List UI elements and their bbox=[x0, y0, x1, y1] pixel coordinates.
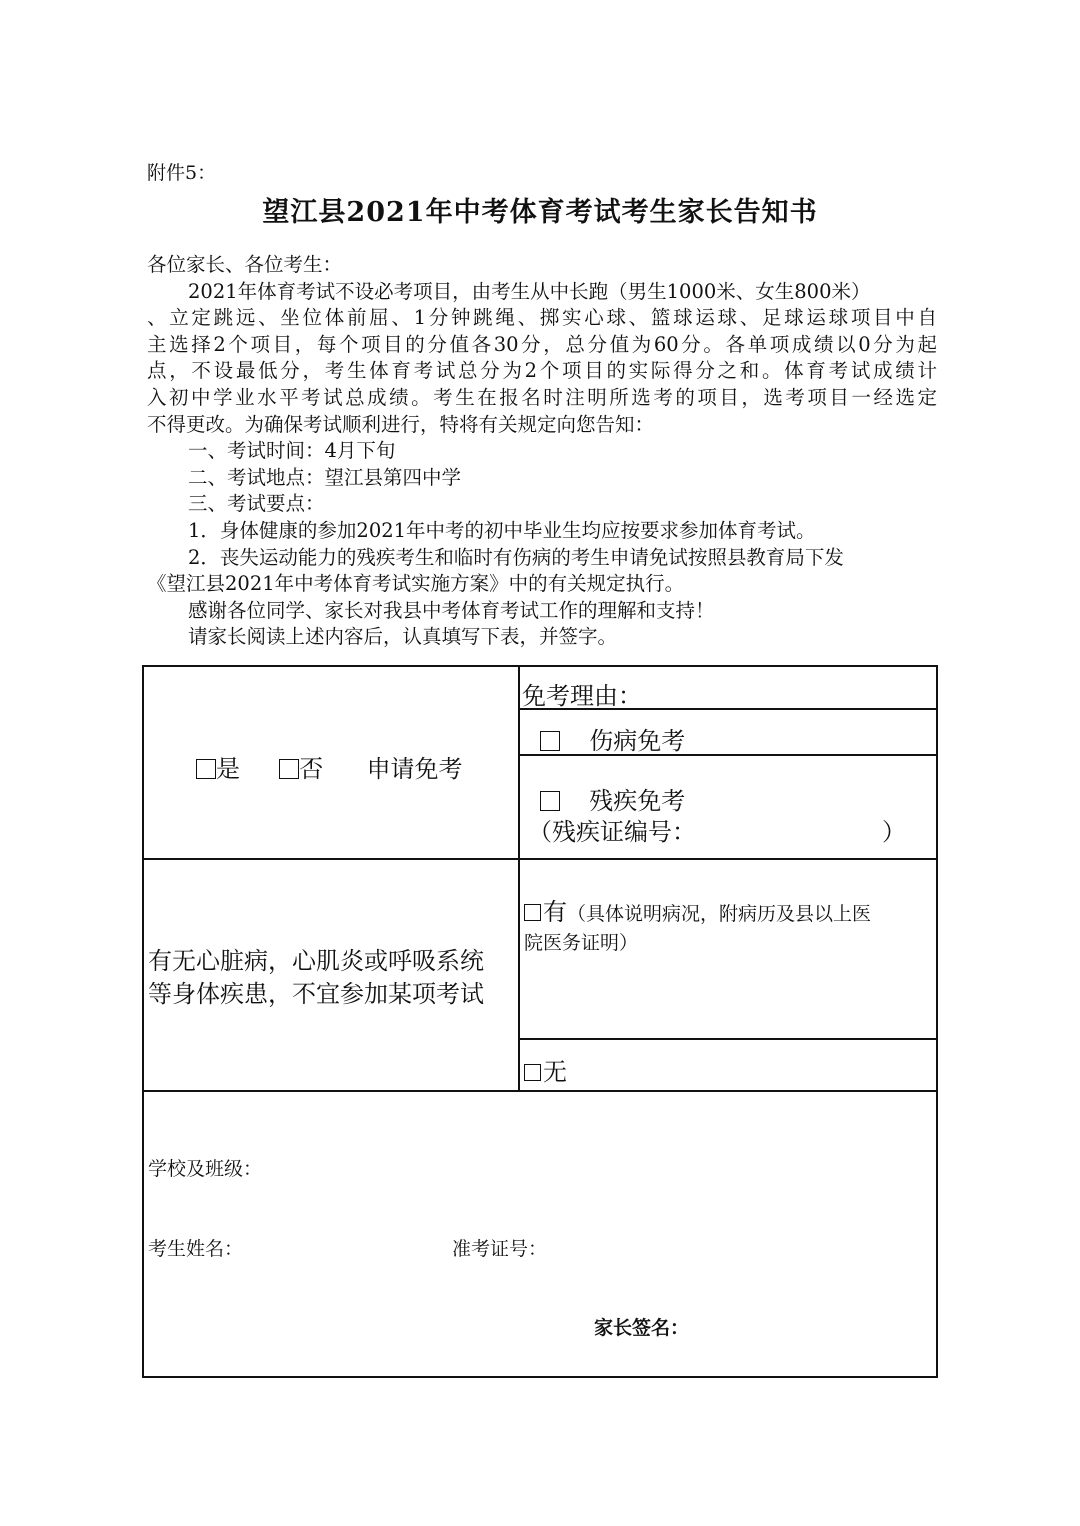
notice-body bbox=[147, 252, 937, 651]
has-condition-note: （具体说明病况，附病历及县以上医 bbox=[567, 903, 872, 925]
row-divider bbox=[144, 1090, 938, 1092]
injury-exemption-label: 伤病免考 bbox=[589, 727, 686, 755]
exemption-form bbox=[142, 665, 938, 1378]
exemption-reason-header: 免考理由： bbox=[522, 682, 642, 710]
requirement-1: 1．身体健康的参加2021年中考的初中毕业生均应按要求参加体育考试。 bbox=[188, 518, 816, 542]
has-condition-label: 有 bbox=[543, 898, 567, 926]
disability-exemption-label: 残疾免考 bbox=[589, 787, 686, 815]
paragraph-line: 入初中学业水平考试总成绩。考生在报名时注明所选考的项目，选考项目一经选定 bbox=[147, 385, 937, 409]
row-divider bbox=[144, 858, 938, 860]
disability-checkbox[interactable] bbox=[540, 791, 560, 811]
paragraph-line: 2021年体育考试不设必考项目，由考生从中长跑（男生1000米、女生800米） bbox=[188, 279, 871, 303]
paragraph-line: 不得更改。为确保考试顺利进行，特将有关规定向您告知： bbox=[147, 412, 655, 436]
requirement-2-line-1: 2．丧失运动能力的残疾考生和临时有伤病的考生申请免试按照县教育局下发 bbox=[188, 545, 844, 569]
disease-question-line: 有无心脏病，心肌炎或呼吸系统 bbox=[148, 947, 484, 975]
no-checkbox[interactable] bbox=[279, 759, 299, 779]
instruction-text: 请家长阅读上述内容后，认真填写下表，并签字。 bbox=[188, 625, 618, 649]
row-divider bbox=[518, 1038, 938, 1040]
attachment-label: 附件5： bbox=[147, 162, 217, 184]
exam-place: 二、考试地点：望江县第四中学 bbox=[188, 465, 462, 489]
has-condition-option bbox=[524, 897, 930, 956]
school-class-label: 学校及班级： bbox=[148, 1158, 263, 1180]
injury-exemption-row bbox=[540, 721, 685, 756]
apply-exemption-label: 申请免考 bbox=[366, 755, 463, 783]
injury-checkbox[interactable] bbox=[540, 731, 560, 751]
student-name-label: 考生姓名： bbox=[148, 1238, 244, 1260]
has-condition-checkbox[interactable] bbox=[524, 904, 541, 921]
greeting: 各位家长、各位考生： bbox=[147, 253, 343, 276]
ticket-number-label: 准考证号： bbox=[452, 1238, 548, 1260]
disease-question-line: 等身体疾患，不宜参加某项考试 bbox=[148, 980, 484, 1008]
no-condition-checkbox[interactable] bbox=[524, 1064, 541, 1081]
exam-time: 一、考试时间：4月下旬 bbox=[188, 439, 396, 463]
yes-label: 是 bbox=[216, 755, 240, 783]
page-title: 望江县2021年中考体育考试考生家长告知书 bbox=[262, 197, 818, 228]
parent-signature-label: 家长签名： bbox=[594, 1317, 690, 1339]
apply-exemption-row bbox=[196, 749, 463, 784]
disability-cert-open: （残疾证编号： bbox=[528, 818, 696, 846]
paragraph-line: 、立定跳远、坐位体前屈、1分钟跳绳、掷实心球、篮球运球、足球运球项目中自 bbox=[147, 306, 937, 330]
no-label: 否 bbox=[299, 755, 324, 783]
disability-cert-close: ） bbox=[882, 818, 906, 846]
disease-question bbox=[148, 945, 484, 1011]
no-condition-label: 无 bbox=[543, 1058, 567, 1086]
exam-requirements-heading: 三、考试要点： bbox=[188, 492, 325, 516]
column-divider bbox=[518, 667, 520, 1090]
yes-checkbox[interactable] bbox=[196, 759, 216, 779]
no-condition-option bbox=[524, 1052, 567, 1087]
disability-exemption-row bbox=[540, 781, 685, 816]
thanks-text: 感谢各位同学、家长对我县中考体育考试工作的理解和支持！ bbox=[188, 598, 715, 622]
has-condition-note-continued: 院医务证明） bbox=[524, 932, 639, 954]
requirement-2-line-2: 《望江县2021年中考体育考试实施方案》中的有关规定执行。 bbox=[147, 572, 685, 596]
paragraph-line: 点，不设最低分，考生体育考试总分为2个项目的实际得分之和。体育考试成绩计 bbox=[147, 359, 937, 383]
paragraph-line: 主选择2个项目，每个项目的分值各30分，总分值为60分。各单项成绩以0分为起 bbox=[147, 332, 937, 356]
